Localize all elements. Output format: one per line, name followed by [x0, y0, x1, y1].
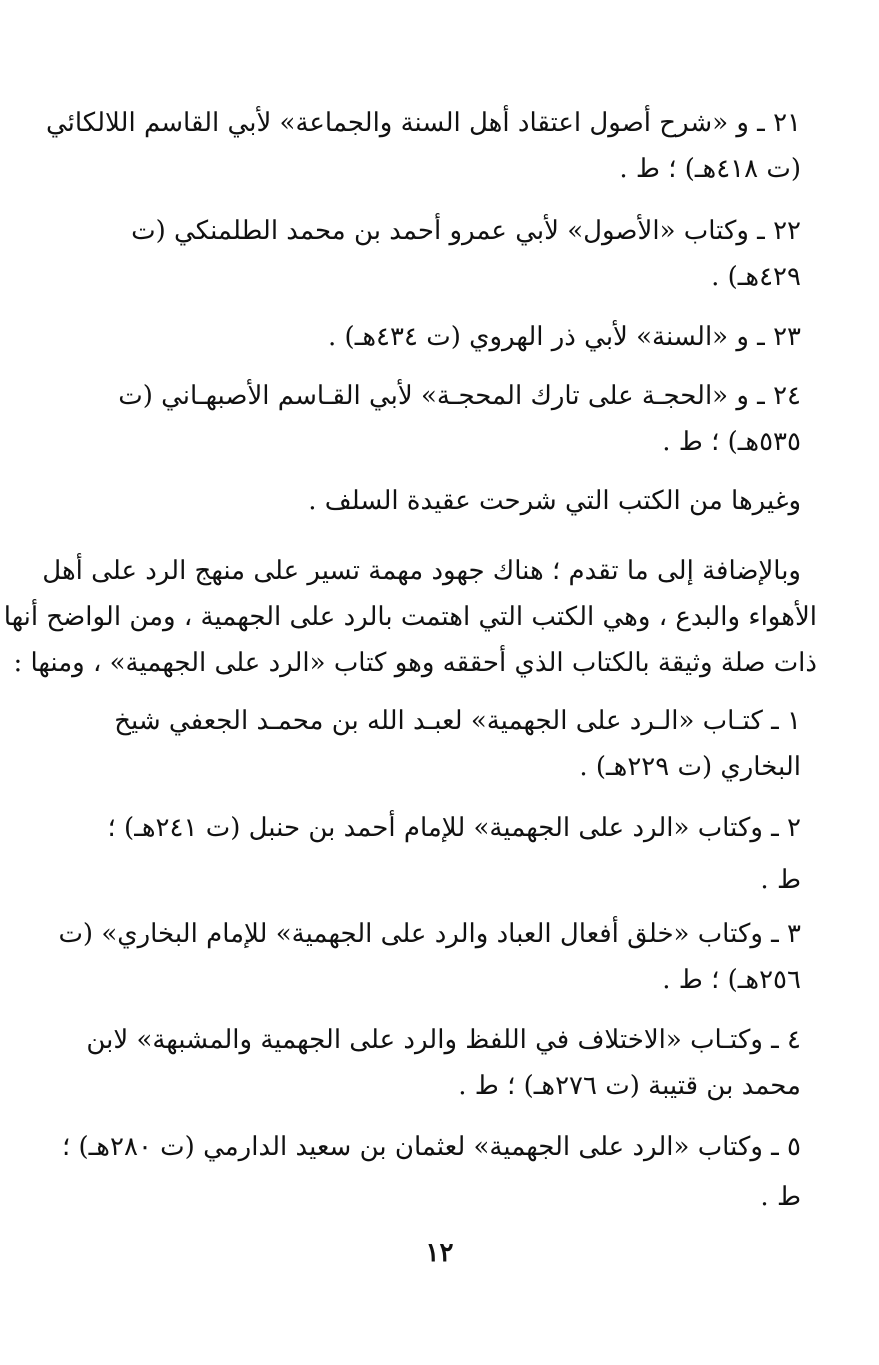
entry-line: (ت ٤١٨هـ) ؛ ط . — [619, 154, 801, 184]
entry-line: ١ ـ كتـاب «الـرد على الجهمية» لعبـد الله بن محمـد الجعفي شيخ — [114, 706, 801, 736]
entry-22 — [71, 208, 801, 300]
entry-line: ط . — [760, 865, 801, 895]
entry-2 — [71, 805, 801, 903]
entry-line: ٥٣٥هـ) ؛ ط . — [662, 427, 801, 457]
entry-line: ٣ ـ وكتاب «خلق أفعال العباد والرد على الجهمية» للإمام البخاري» (ت — [58, 919, 801, 949]
entry-line: ٢٣ ـ و «السنة» لأبي ذر الهروي (ت ٤٣٤هـ) . — [328, 322, 801, 352]
entry-line: ٤ ـ وكتـاب «الاختلاف في اللفظ والرد على الجهمية والمشبهة» لابن — [86, 1025, 801, 1055]
entry-line: الأهواء والبدع ، وهي الكتب التي اهتمت بالرد على الجهمية ، ومن الواضح أنها — [3, 602, 817, 632]
page-number: ١٢ — [425, 1238, 454, 1268]
entry-line: ذات صلة وثيقة بالكتاب الذي أحققه وهو كتاب «الرد على الجهمية» ، ومنها : — [13, 648, 817, 678]
entry-24 — [71, 373, 801, 465]
entry-line: ٢٥٦هـ) ؛ ط . — [662, 965, 801, 995]
entry-line: البخاري (ت ٢٢٩هـ) . — [579, 752, 801, 782]
entry-line: ٤٢٩هـ) . — [711, 262, 801, 292]
entry-5 — [62, 1124, 801, 1220]
entry-line: ٢ ـ وكتاب «الرد على الجهمية» للإمام أحمد بن حنبل (ت ٢٤١هـ) ؛ — [107, 813, 801, 843]
entry-3 — [58, 911, 801, 1003]
entry-4 — [71, 1017, 801, 1109]
entry-1 — [71, 698, 801, 790]
entry-line: وبالإضافة إلى ما تقدم ؛ هناك جهود مهمة تسير على منهج الرد على أهل — [42, 556, 801, 586]
summary-paragraph — [71, 478, 801, 524]
entry-21 — [45, 100, 801, 192]
entry-line: ٢٢ ـ وكتاب «الأصول» لأبي عمرو أحمد بن محمد الطلمنكي (ت — [131, 216, 801, 246]
entry-line: محمد بن قتيبة (ت ٢٧٦هـ) ؛ ط . — [458, 1071, 801, 1101]
entry-line: ٥ ـ وكتاب «الرد على الجهمية» لعثمان بن سعيد الدارمي (ت ٢٨٠هـ) ؛ — [62, 1132, 801, 1162]
entry-line: ٢١ ـ و «شرح أصول اعتقاد أهل السنة والجماعة» لأبي القاسم اللالكائي — [45, 108, 801, 138]
intro-paragraph — [3, 548, 817, 686]
entry-line: ط . — [760, 1182, 801, 1212]
entry-line: ٢٤ ـ و «الحجـة على تارك المحجـة» لأبي القـاسم الأصبهـاني (ت — [118, 381, 801, 411]
entry-line: وغيرها من الكتب التي شرحت عقيدة السلف . — [308, 486, 801, 516]
entry-23 — [71, 314, 801, 360]
